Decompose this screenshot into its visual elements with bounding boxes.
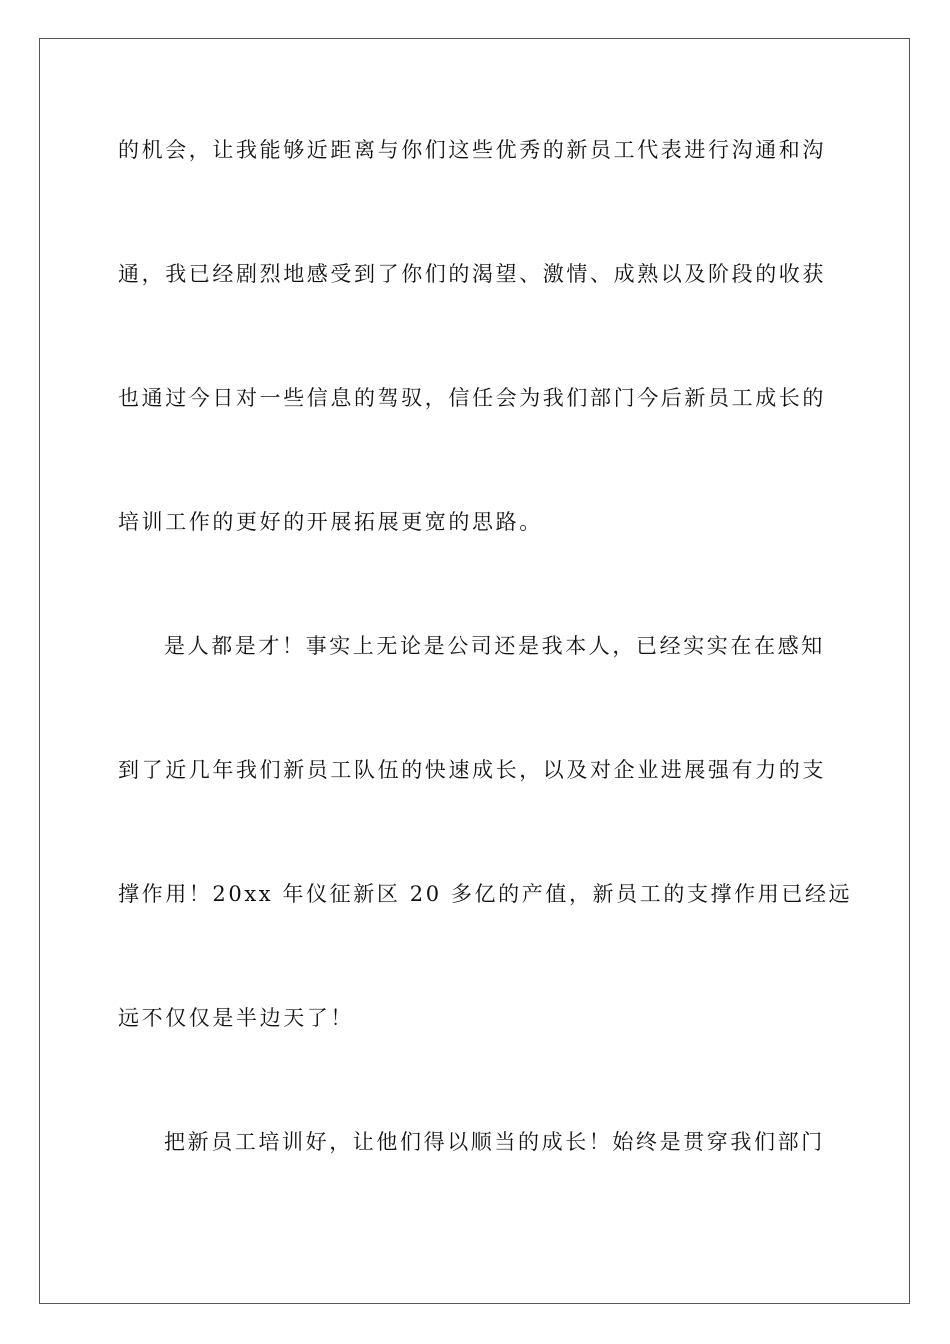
page-border (39, 38, 910, 1304)
paragraph-line: 培训工作的更好的开展拓展更宽的思路。 (118, 510, 543, 534)
paragraph-line: 把新员工培训好，让他们得以顺当的成长！始终是贯穿我们部门 (164, 1130, 825, 1154)
paragraph-line: 远不仅仅是半边天了！ (118, 1006, 354, 1030)
paragraph-line: 撑作用！20xx 年仪征新区 20 多亿的产值，新员工的支撑作用已经远 (118, 882, 853, 906)
paragraph-line: 通，我已经剧烈地感受到了你们的渴望、激情、成熟以及阶段的收获 (118, 262, 826, 286)
paragraph-line: 也通过今日对一些信息的驾驭，信任会为我们部门今后新员工成长的 (118, 386, 826, 410)
paragraph-line: 的机会，让我能够近距离与你们这些优秀的新员工代表进行沟通和沟 (118, 138, 826, 162)
paragraph-line: 到了近几年我们新员工队伍的快速成长，以及对企业进展强有力的支 (118, 758, 826, 782)
paragraph-line: 是人都是才！事实上无论是公司还是我本人，已经实实在在感知 (164, 634, 825, 658)
